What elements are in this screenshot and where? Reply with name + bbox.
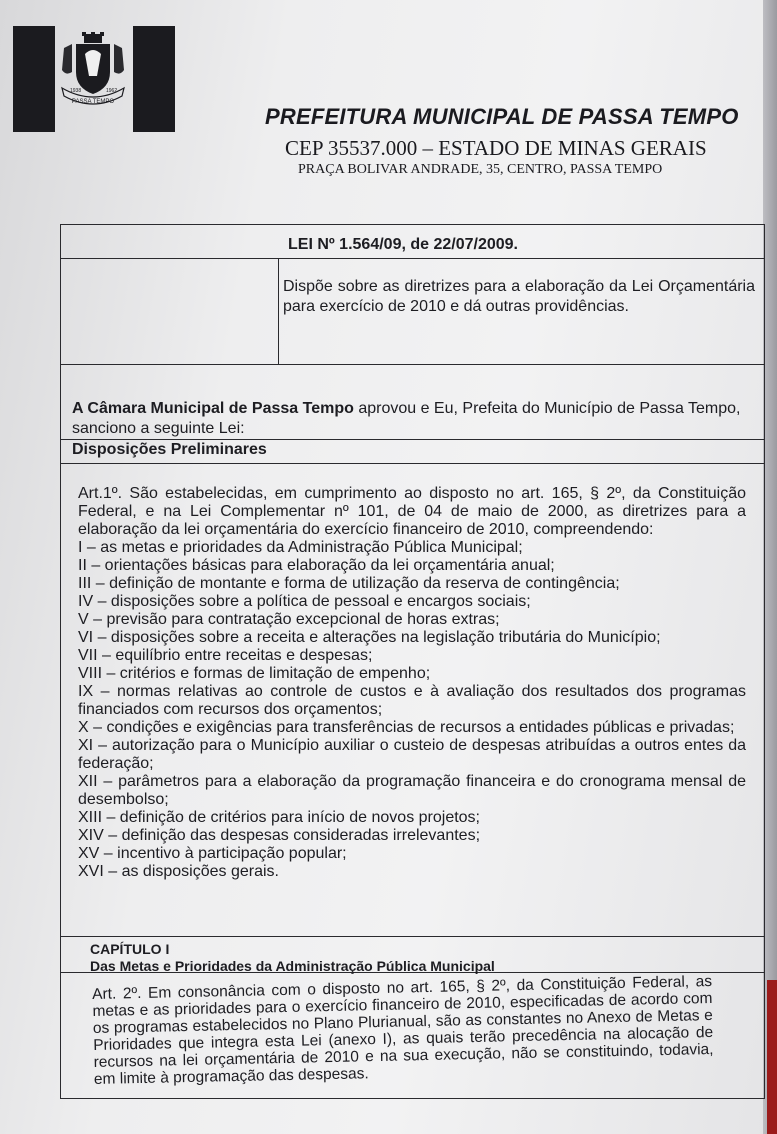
cep-state: CEP 35537.000 – ESTADO DE MINAS GERAIS [285, 136, 707, 160]
article-item: VII – equilíbrio entre receitas e despesas; [78, 647, 373, 664]
article-item: I – as metas e prioridades da Administração Pública Municipal; [78, 539, 523, 556]
law-title: LEI Nº 1.564/09, de 22/07/2009. [288, 236, 518, 253]
article-item: IX – normas relativas ao controle de custos e à avaliação dos resultados dos programas financiados com recursos dos orçamentos; [78, 683, 746, 718]
summary-divider [278, 258, 279, 364]
article-item: III – definição de montante e forma de utilização da reserva de contingência; [78, 575, 620, 592]
article-item: X – condições e exigências para transferências de recursos a entidades públicas e privadas; [78, 719, 735, 736]
address: PRAÇA BOLIVAR ANDRADE, 35, CENTRO, PASSA TEMPO [298, 162, 663, 177]
article-item: II – orientações básicas para elaboração da lei orçamentária anual; [78, 557, 555, 574]
municipal-crest-icon [58, 32, 128, 112]
red-binding-edge [767, 980, 777, 1134]
summary-bottom-divider [60, 364, 765, 365]
chapter-top-divider [60, 936, 765, 937]
crest-year-right: 1962 [106, 88, 118, 94]
preamble [72, 399, 760, 439]
chapter-title: Das Metas e Prioridades da Administração Pública Municipal [90, 958, 495, 974]
chapter-label: CAPÍTULO I [90, 941, 170, 957]
preamble-chamber: A Câmara Municipal de Passa Tempo [72, 400, 354, 417]
article-item: XVI – as disposições gerais. [78, 863, 279, 880]
org-name: PREFEITURA MUNICIPAL DE PASSA TEMPO [265, 104, 739, 129]
article-item: VI – disposições sobre a receita e alterações na legislação tributária do Município; [78, 629, 661, 646]
article-item: XII – parâmetros para a elaboração da programação financeira e do cronograma mensal de desembolso; [78, 773, 746, 808]
article-1 [78, 485, 746, 881]
article-2: Art. 2º. Em consonância com o disposto no art. 165, § 2º, da Constituição Federal, as metas e as prioridades para o exercício financeiro de 2010, especificadas de acordo com os programas estabelecidos no Plano Plurianual, são as constantes no Anexo de Metas e Prioridades que integra esta Lei (anexo I), as quais terão precedência na alocação de recursos na lei orçamentária de 2010 e na sua execução, não se constituindo, todavia, em limite à programação das despesas. [92, 973, 714, 1088]
flag-bar-left [13, 26, 55, 132]
article-item: XI – autorização para o Município auxiliar o custeio de despesas atribuídas a outros entes da federação; [78, 737, 746, 772]
crest-label: PASSA TEMPO [71, 99, 115, 105]
section-bottom-divider [60, 463, 765, 464]
article-item: XIV – definição das despesas consideradas irrelevantes; [78, 827, 481, 844]
flag-bar-right [133, 26, 175, 132]
article-item: V – previsão para contratação excepcional de horas extras; [78, 611, 500, 628]
section-top-divider [60, 439, 765, 440]
crest-year-left: 1938 [70, 88, 82, 94]
section-title: Disposições Preliminares [72, 441, 267, 458]
binding-spine [763, 0, 777, 1134]
chapter-heading [90, 941, 495, 975]
article-item: VIII – critérios e formas de limitação de empenho; [78, 665, 431, 682]
article-1-intro: Art.1º. São estabelecidas, em cumprimento ao disposto no art. 165, § 2º, da Constituição Federal, e na Lei Complementar nº 101, de 04 de maio de 2000, as diretrizes para a elaboração da lei orçamentária do exercício financeiro de 2010, compreendendo: [78, 485, 746, 538]
preamble-rest: aprovou e Eu, Prefeita do Município de Passa Tempo, sanciono a seguinte Lei: [72, 400, 741, 437]
article-item: XIII – definição de critérios para início de novos projetos; [78, 809, 480, 826]
article-item: XV – incentivo à participação popular; [78, 845, 347, 862]
article-1-items [78, 539, 746, 881]
article-item: IV – disposições sobre a política de pessoal e encargos sociais; [78, 593, 531, 610]
law-summary: Dispõe sobre as diretrizes para a elaboração da Lei Orçamentária para exercício de 2010 e dá outras providências. [283, 278, 755, 315]
title-divider [60, 258, 765, 259]
